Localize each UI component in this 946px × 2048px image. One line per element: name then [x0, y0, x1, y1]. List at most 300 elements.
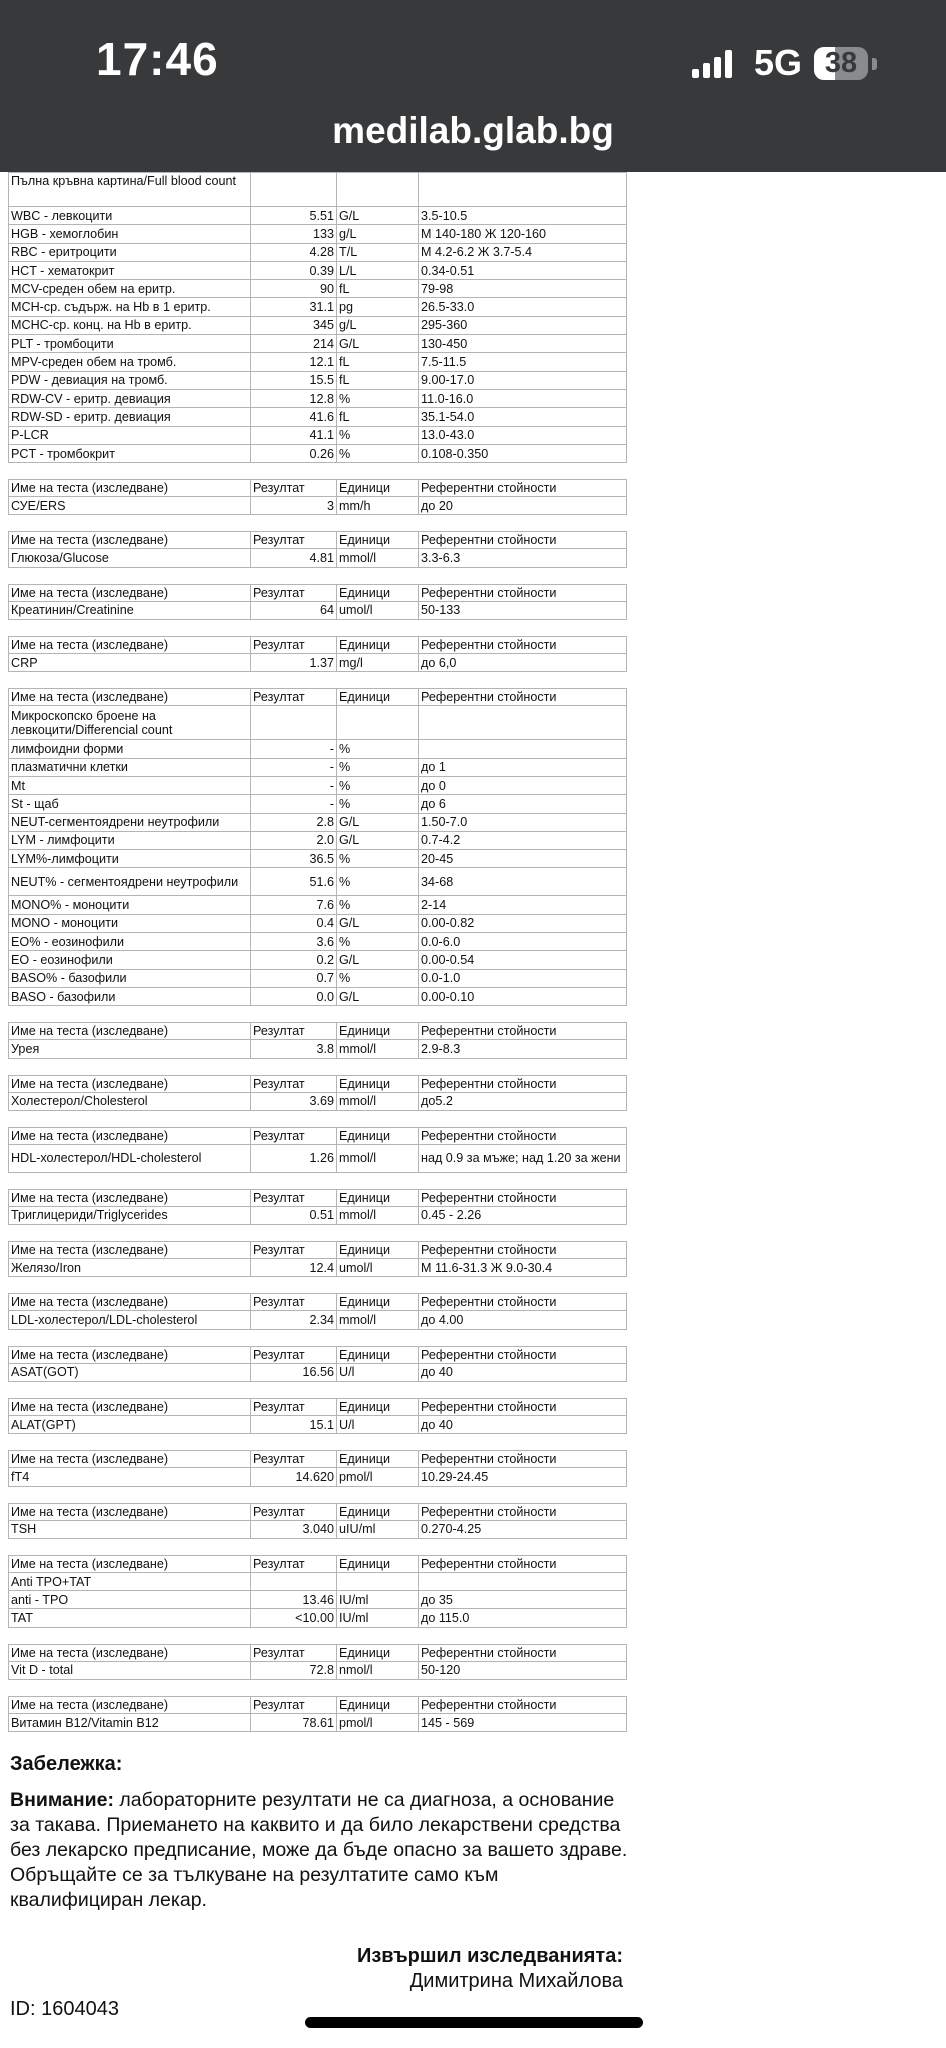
- header-name: Име на теста (изследване): [9, 480, 251, 497]
- header-result: Резултат: [251, 1294, 337, 1311]
- test-row: [9, 1468, 627, 1486]
- test-reference: 145 - 569: [419, 1714, 627, 1732]
- header-result: Резултат: [251, 689, 337, 706]
- header-name: Име на теста (изследване): [9, 1398, 251, 1415]
- header-name: Име на теста (изследване): [9, 1023, 251, 1040]
- clock: 17:46: [96, 33, 219, 85]
- test-unit: umol/l: [337, 601, 419, 619]
- test-table-b12: [8, 1696, 627, 1732]
- test-result: 12.1: [251, 353, 337, 371]
- differential-table: [8, 688, 627, 1006]
- test-row: [9, 1311, 627, 1329]
- test-reference: до 40: [419, 1363, 627, 1381]
- test-row: [9, 280, 627, 298]
- test-result: 3.69: [251, 1092, 337, 1110]
- test-unit: %: [337, 795, 419, 813]
- test-reference: 2-14: [419, 896, 627, 914]
- test-row: [9, 207, 627, 225]
- test-result: 15.5: [251, 371, 337, 389]
- test-row: [9, 371, 627, 389]
- test-row: [9, 933, 627, 951]
- test-result: 0.4: [251, 914, 337, 932]
- test-row: [9, 1040, 627, 1058]
- header-result: Резултат: [251, 1451, 337, 1468]
- test-unit: uIU/ml: [337, 1520, 419, 1538]
- test-row: [9, 1144, 627, 1172]
- test-result: -: [251, 740, 337, 758]
- header-result: Резултат: [251, 1697, 337, 1714]
- table-header-row: [9, 1023, 627, 1040]
- test-table-alat: [8, 1398, 627, 1434]
- header-units: Единици: [337, 1189, 419, 1206]
- test-reference: 130-450: [419, 335, 627, 353]
- test-table-esr: [8, 479, 627, 515]
- group-title-row: [9, 173, 627, 207]
- test-result: -: [251, 776, 337, 794]
- test-name: Глюкоза/Glucose: [9, 549, 251, 567]
- header-reference: Референтни стойности: [419, 1023, 627, 1040]
- test-row: [9, 1415, 627, 1433]
- home-indicator[interactable]: [305, 2017, 643, 2028]
- test-unit: G/L: [337, 951, 419, 969]
- blood-count-table: [8, 172, 627, 463]
- test-table-triglycerides: [8, 1189, 627, 1225]
- header-name: Име на теста (изследване): [9, 1242, 251, 1259]
- test-result: 7.6: [251, 896, 337, 914]
- test-row: [9, 1520, 627, 1538]
- notes-title: Забележка:: [10, 1753, 123, 1775]
- test-result: 12.4: [251, 1259, 337, 1277]
- test-name: fT4: [9, 1468, 251, 1486]
- test-unit: pmol/l: [337, 1468, 419, 1486]
- test-unit: G/L: [337, 207, 419, 225]
- header-result: Резултат: [251, 584, 337, 601]
- group-title-row: [9, 706, 627, 740]
- test-unit: fL: [337, 280, 419, 298]
- test-unit: %: [337, 444, 419, 462]
- test-row: [9, 225, 627, 243]
- test-unit: mg/l: [337, 654, 419, 672]
- test-unit: fL: [337, 408, 419, 426]
- test-row: [9, 951, 627, 969]
- header-reference: Референтни стойности: [419, 1075, 627, 1092]
- header-result: Резултат: [251, 1189, 337, 1206]
- test-row: [9, 868, 627, 896]
- test-result: 0.51: [251, 1206, 337, 1224]
- test-unit: G/L: [337, 987, 419, 1005]
- test-unit: G/L: [337, 831, 419, 849]
- header-units: Единици: [337, 1294, 419, 1311]
- test-reference: 0.7-4.2: [419, 831, 627, 849]
- test-table-creatinine: [8, 584, 627, 620]
- test-unit: mmol/l: [337, 1206, 419, 1224]
- header-reference: Референтни стойности: [419, 584, 627, 601]
- test-name: MONO - моноцити: [9, 914, 251, 932]
- test-name: WBC - левкоцити: [9, 207, 251, 225]
- test-unit: %: [337, 389, 419, 407]
- cellular-signal-icon: [692, 50, 734, 78]
- test-unit: %: [337, 868, 419, 896]
- header-units: Единици: [337, 1644, 419, 1661]
- header-reference: Референтни стойности: [419, 532, 627, 549]
- test-row: [9, 740, 627, 758]
- test-unit: %: [337, 426, 419, 444]
- test-reference: 0.0-1.0: [419, 969, 627, 987]
- test-reference: до 20: [419, 497, 627, 515]
- test-name: EO% - еозинофили: [9, 933, 251, 951]
- test-result: -: [251, 758, 337, 776]
- test-unit: G/L: [337, 813, 419, 831]
- header-name: Име на теста (изследване): [9, 1127, 251, 1144]
- test-unit: mmol/l: [337, 1311, 419, 1329]
- header-reference: Референтни стойности: [419, 689, 627, 706]
- header-units: Единици: [337, 1127, 419, 1144]
- test-result: 90: [251, 280, 337, 298]
- test-reference: 0.45 - 2.26: [419, 1206, 627, 1224]
- test-reference: до 40: [419, 1415, 627, 1433]
- header-reference: Референтни стойности: [419, 637, 627, 654]
- header-units: Единици: [337, 480, 419, 497]
- test-unit: umol/l: [337, 1259, 419, 1277]
- battery-icon: [814, 47, 868, 80]
- test-row: [9, 408, 627, 426]
- table-header-row: [9, 1346, 627, 1363]
- test-name: anti - TPO: [9, 1591, 251, 1609]
- test-result: 78.61: [251, 1714, 337, 1732]
- test-row: [9, 1661, 627, 1679]
- test-name: RBC - еритроцити: [9, 243, 251, 261]
- test-table-ft4: [8, 1450, 627, 1486]
- header-reference: Референтни стойности: [419, 1398, 627, 1415]
- test-reference: над 0.9 за мъже; над 1.20 за жени: [419, 1144, 627, 1172]
- warning-text: [10, 1788, 630, 1913]
- test-reference: до 35: [419, 1591, 627, 1609]
- test-row: [9, 316, 627, 334]
- test-reference: М 140-180 Ж 120-160: [419, 225, 627, 243]
- test-result: 3: [251, 497, 337, 515]
- table-header-row: [9, 637, 627, 654]
- header-units: Единици: [337, 1451, 419, 1468]
- test-reference: до 4.00: [419, 1311, 627, 1329]
- test-row: [9, 1092, 627, 1110]
- header-reference: Референтни стойности: [419, 1555, 627, 1572]
- header-units: Единици: [337, 1697, 419, 1714]
- test-reference: 3.5-10.5: [419, 207, 627, 225]
- header-units: Единици: [337, 584, 419, 601]
- test-row: [9, 444, 627, 462]
- header-reference: Референтни стойности: [419, 1346, 627, 1363]
- test-name: NEUT% - сегментоядрени неутрофили: [9, 868, 251, 896]
- test-row: [9, 1259, 627, 1277]
- test-table-iron: [8, 1241, 627, 1277]
- test-unit: mm/h: [337, 497, 419, 515]
- header-units: Единици: [337, 637, 419, 654]
- network-type: 5G: [754, 42, 803, 83]
- test-row: [9, 298, 627, 316]
- signer-block: [357, 1944, 623, 1994]
- test-result: 13.46: [251, 1591, 337, 1609]
- status-bar: [0, 0, 946, 172]
- test-reference: 11.0-16.0: [419, 389, 627, 407]
- test-name: MCHC-ср. конц. на Hb в еритр.: [9, 316, 251, 334]
- test-name: LDL-холестерол/LDL-cholesterol: [9, 1311, 251, 1329]
- test-result: 64: [251, 601, 337, 619]
- test-reference: 0.00-0.10: [419, 987, 627, 1005]
- warning-label: Внимание:: [10, 1789, 114, 1811]
- test-unit: mmol/l: [337, 549, 419, 567]
- test-result: -: [251, 795, 337, 813]
- header-reference: Референтни стойности: [419, 1127, 627, 1144]
- header-result: Резултат: [251, 1346, 337, 1363]
- table-header-row: [9, 689, 627, 706]
- header-result: Резултат: [251, 532, 337, 549]
- header-name: Име на теста (изследване): [9, 1189, 251, 1206]
- header-result: Резултат: [251, 1242, 337, 1259]
- header-result: Резултат: [251, 480, 337, 497]
- test-result: 15.1: [251, 1415, 337, 1433]
- test-unit: U/l: [337, 1363, 419, 1381]
- test-unit: %: [337, 740, 419, 758]
- test-result: 0.2: [251, 951, 337, 969]
- test-table-vitd: [8, 1644, 627, 1680]
- test-reference: 20-45: [419, 850, 627, 868]
- test-name: RDW-SD - еритр. девиация: [9, 408, 251, 426]
- header-units: Единици: [337, 1503, 419, 1520]
- test-unit: %: [337, 933, 419, 951]
- header-reference: Референтни стойности: [419, 1644, 627, 1661]
- test-table-cholesterol: [8, 1075, 627, 1111]
- test-unit: %: [337, 969, 419, 987]
- test-name: ASAT(GOT): [9, 1363, 251, 1381]
- test-result: 214: [251, 335, 337, 353]
- header-name: Име на теста (изследване): [9, 1451, 251, 1468]
- test-reference: [419, 740, 627, 758]
- table-header-row: [9, 1398, 627, 1415]
- test-name: P-LCR: [9, 426, 251, 444]
- test-unit: g/L: [337, 225, 419, 243]
- header-reference: Референтни стойности: [419, 1451, 627, 1468]
- test-result: 0.39: [251, 261, 337, 279]
- test-reference: 50-133: [419, 601, 627, 619]
- test-reference: 0.270-4.25: [419, 1520, 627, 1538]
- test-unit: IU/ml: [337, 1609, 419, 1627]
- test-name: Витамин B12/Vitamin B12: [9, 1714, 251, 1732]
- test-unit: pmol/l: [337, 1714, 419, 1732]
- test-unit: %: [337, 896, 419, 914]
- test-reference: 2.9-8.3: [419, 1040, 627, 1058]
- notes-section: [10, 1752, 630, 1913]
- test-name: BASO - базофили: [9, 987, 251, 1005]
- test-reference: до 115.0: [419, 1609, 627, 1627]
- test-name: HDL-холестерол/HDL-cholesterol: [9, 1144, 251, 1172]
- test-row: [9, 969, 627, 987]
- table-header-row: [9, 1242, 627, 1259]
- test-row: [9, 497, 627, 515]
- test-reference: 50-120: [419, 1661, 627, 1679]
- test-row: [9, 389, 627, 407]
- table-header-row: [9, 1075, 627, 1092]
- test-row: [9, 914, 627, 932]
- test-result: 345: [251, 316, 337, 334]
- test-reference: 10.29-24.45: [419, 1468, 627, 1486]
- test-unit: %: [337, 758, 419, 776]
- header-result: Резултат: [251, 1503, 337, 1520]
- test-reference: М 4.2-6.2 Ж 3.7-5.4: [419, 243, 627, 261]
- test-row: [9, 896, 627, 914]
- test-name: MCV-среден обем на еритр.: [9, 280, 251, 298]
- test-name: СУЕ/ERS: [9, 497, 251, 515]
- test-result: 5.51: [251, 207, 337, 225]
- table-header-row: [9, 532, 627, 549]
- test-reference: 79-98: [419, 280, 627, 298]
- test-unit: fL: [337, 353, 419, 371]
- test-row: [9, 795, 627, 813]
- table-header-row: [9, 1555, 627, 1572]
- table-header-row: [9, 1697, 627, 1714]
- test-row: [9, 353, 627, 371]
- test-name: RDW-CV - еритр. девиация: [9, 389, 251, 407]
- test-name: MPV-среден обем на тромб.: [9, 353, 251, 371]
- test-reference: 0.00-0.54: [419, 951, 627, 969]
- test-reference: 26.5-33.0: [419, 298, 627, 316]
- test-reference: 9.00-17.0: [419, 371, 627, 389]
- test-row: [9, 831, 627, 849]
- header-units: Единици: [337, 1023, 419, 1040]
- test-result: 72.8: [251, 1661, 337, 1679]
- header-result: Резултат: [251, 1644, 337, 1661]
- test-result: 41.6: [251, 408, 337, 426]
- test-name: PLT - тромбоцити: [9, 335, 251, 353]
- test-reference: до 6,0: [419, 654, 627, 672]
- header-name: Име на теста (изследване): [9, 1644, 251, 1661]
- test-result: 133: [251, 225, 337, 243]
- test-result: 36.5: [251, 850, 337, 868]
- signer-name: Димитрина Михайлова: [409, 1970, 623, 1992]
- test-reference: 0.0-6.0: [419, 933, 627, 951]
- test-name: Креатинин/Creatinine: [9, 601, 251, 619]
- header-result: Резултат: [251, 1075, 337, 1092]
- test-table-glucose: [8, 531, 627, 567]
- header-name: Име на теста (изследване): [9, 1346, 251, 1363]
- test-unit: g/L: [337, 316, 419, 334]
- test-result: 0.26: [251, 444, 337, 462]
- battery-tip: [872, 58, 877, 70]
- header-reference: Референтни стойности: [419, 1503, 627, 1520]
- test-table-ldl: [8, 1293, 627, 1329]
- header-name: Име на теста (изследване): [9, 637, 251, 654]
- header-name: Име на теста (изследване): [9, 1075, 251, 1092]
- test-row: [9, 776, 627, 794]
- test-reference: 0.00-0.82: [419, 914, 627, 932]
- test-result: 1.26: [251, 1144, 337, 1172]
- test-name: Mt: [9, 776, 251, 794]
- test-row: [9, 1609, 627, 1627]
- test-row: [9, 261, 627, 279]
- table-header-row: [9, 1644, 627, 1661]
- test-row: [9, 549, 627, 567]
- test-reference: 295-360: [419, 316, 627, 334]
- test-row: [9, 1363, 627, 1381]
- table-header-row: [9, 584, 627, 601]
- test-reference: 34-68: [419, 868, 627, 896]
- test-reference: 0.108-0.350: [419, 444, 627, 462]
- test-name: Холестерол/Cholesterol: [9, 1092, 251, 1110]
- test-row: [9, 758, 627, 776]
- test-unit: mmol/l: [337, 1040, 419, 1058]
- test-row: [9, 654, 627, 672]
- test-result: 12.8: [251, 389, 337, 407]
- header-reference: Референтни стойности: [419, 1697, 627, 1714]
- test-result: 31.1: [251, 298, 337, 316]
- header-reference: Референтни стойности: [419, 1189, 627, 1206]
- test-unit: pg: [337, 298, 419, 316]
- test-table-hdl: [8, 1127, 627, 1173]
- address-bar-url[interactable]: medilab.glab.bg: [332, 110, 614, 151]
- header-name: Име на теста (изследване): [9, 1294, 251, 1311]
- battery-percentage: 38: [824, 47, 858, 79]
- test-reference: до 1: [419, 758, 627, 776]
- test-unit: L/L: [337, 261, 419, 279]
- header-reference: Референтни стойности: [419, 1294, 627, 1311]
- test-unit: G/L: [337, 335, 419, 353]
- test-result: 4.81: [251, 549, 337, 567]
- test-name: TAT: [9, 1609, 251, 1627]
- test-unit: mmol/l: [337, 1144, 419, 1172]
- table-header-row: [9, 1189, 627, 1206]
- test-name: PDW - девиация на тромб.: [9, 371, 251, 389]
- document-id: ID: 1604043: [10, 1998, 119, 2020]
- test-result: 0.0: [251, 987, 337, 1005]
- test-table-crp: [8, 636, 627, 672]
- header-result: Резултат: [251, 1023, 337, 1040]
- test-row: [9, 1206, 627, 1224]
- test-unit: %: [337, 776, 419, 794]
- test-name: PCT - тромбокрит: [9, 444, 251, 462]
- test-reference: 35.1-54.0: [419, 408, 627, 426]
- lab-report[interactable]: [8, 172, 626, 1748]
- test-name: HCT - хематокрит: [9, 261, 251, 279]
- group-title-row: [9, 1572, 627, 1590]
- test-row: [9, 243, 627, 261]
- table-header-row: [9, 1294, 627, 1311]
- header-reference: Референтни стойности: [419, 1242, 627, 1259]
- test-result: 51.6: [251, 868, 337, 896]
- test-result: 16.56: [251, 1363, 337, 1381]
- test-table-asat: [8, 1346, 627, 1382]
- header-units: Единици: [337, 1075, 419, 1092]
- warning-body: лабораторните резултати не са диагноза, а основание за такава. Приемането на каквито и да било лекарствени средства без лекарско предписание, може да бъде опасно за вашето здраве. Обръщайте се за тълкуване на резултатите само към квалифициран лекар.: [10, 1789, 628, 1911]
- test-name: St - щаб: [9, 795, 251, 813]
- table-header-row: [9, 1503, 627, 1520]
- test-name: Триглицериди/Triglycerides: [9, 1206, 251, 1224]
- header-result: Резултат: [251, 1555, 337, 1572]
- test-reference: 1.50-7.0: [419, 813, 627, 831]
- test-unit: %: [337, 850, 419, 868]
- test-unit: U/l: [337, 1415, 419, 1433]
- test-reference: до 6: [419, 795, 627, 813]
- header-name: Име на теста (изследване): [9, 689, 251, 706]
- anti-tpo-tat-table: [8, 1555, 627, 1628]
- test-name: лимфоидни форми: [9, 740, 251, 758]
- test-row: [9, 601, 627, 619]
- test-result: 0.7: [251, 969, 337, 987]
- group-title: Микроскопско броене на левкоцити/Differencial count: [9, 706, 251, 740]
- test-name: MONO% - моноцити: [9, 896, 251, 914]
- test-reference: 0.34-0.51: [419, 261, 627, 279]
- test-name: BASO% - базофили: [9, 969, 251, 987]
- test-row: [9, 426, 627, 444]
- test-name: HGB - хемоглобин: [9, 225, 251, 243]
